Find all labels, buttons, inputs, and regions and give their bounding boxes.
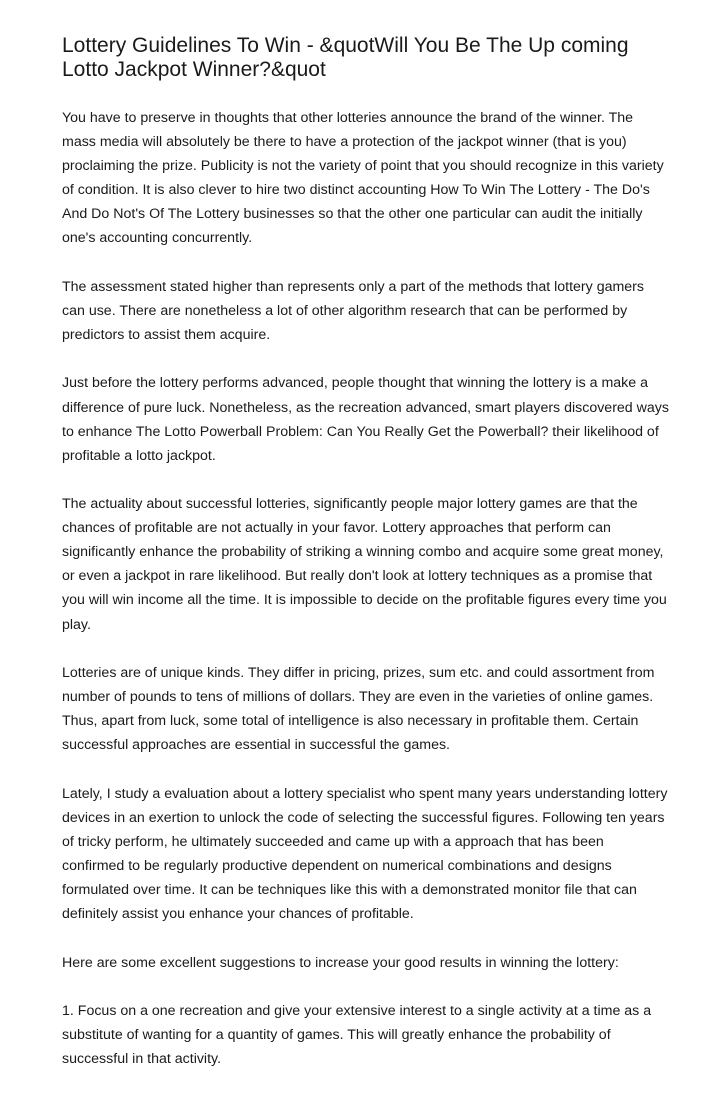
paragraph-4: The actuality about successful lotteries, significantly people major lottery games are that the chances of profitable are not actually in your favor. Lottery approaches that perform can significantly enhance the probability of striking a winning combo and acquire some great money, or even a jackpot in rare likelihood. But really don't look at lottery techniques as a promise that you will win income all the time. It is impossible to decide on the profitable figures every time you play. [62,496,667,633]
document-title: Lottery Guidelines To Win - &quotWill You Be The Up coming Lotto Jackpot Winner?&quot [62,34,629,81]
document-page [62,34,670,1095]
paragraph-1: You have to preserve in thoughts that other lotteries announce the brand of the winner. The mass media will absolutely be there to have a protection of the jackpot winner (that is you) proclaiming the prize. Publicity is not the variety of point that you should recognize in this variety of condition. It is also clever to hire two distinct accounting How To Win The Lottery - The Do's And Do Not's Of The Lottery businesses so that the other one particular can audit the initially one's accounting concurrently. [62,110,664,247]
paragraph-5: Lotteries are of unique kinds. They differ in pricing, prizes, sum etc. and could assortment from number of pounds to tens of millions of dollars. They are even in the varieties of online games. Thus, apart from luck, some total of intelligence is also necessary in profitable them. Certain successful approaches are essential in successful the games. [62,664,655,754]
paragraph-2: The assessment stated higher than represents only a part of the methods that lottery gamers can use. There are nonetheless a lot of other algorithm research that can be performed by predictors to assist them acquire. [62,278,644,344]
paragraph-3: Just before the lottery performs advanced, people thought that winning the lottery is a make a difference of pure luck. Nonetheless, as the recreation advanced, smart players discovered ways to enhance The Lotto Powerball Problem: Can You Really Get the Powerball? their likelihood of profitable a lotto jackpot. [62,375,669,464]
paragraph-8: 1. Focus on a one recreation and give your extensive interest to a single activity at a time as a substitute of wanting for a quantity of games. This will greatly enhance the probability of successful in that activity. [62,1002,652,1068]
paragraph-7: Here are some excellent suggestions to increase your good results in winning the lottery: [62,954,619,971]
paragraph-6: Lately, I study a evaluation about a lottery specialist who spent many years understanding lottery devices in an exertion to unlock the code of selecting the successful figures. Following ten years of tricky perform, he ultimately succeeded and came up with a approach that has been confirmed to be regularly productive dependent on numerical combinations and designs formulated over time. It can be techniques like this with a demonstrated monitor file that can definitely assist you enhance your chances of profitable. [62,785,668,923]
